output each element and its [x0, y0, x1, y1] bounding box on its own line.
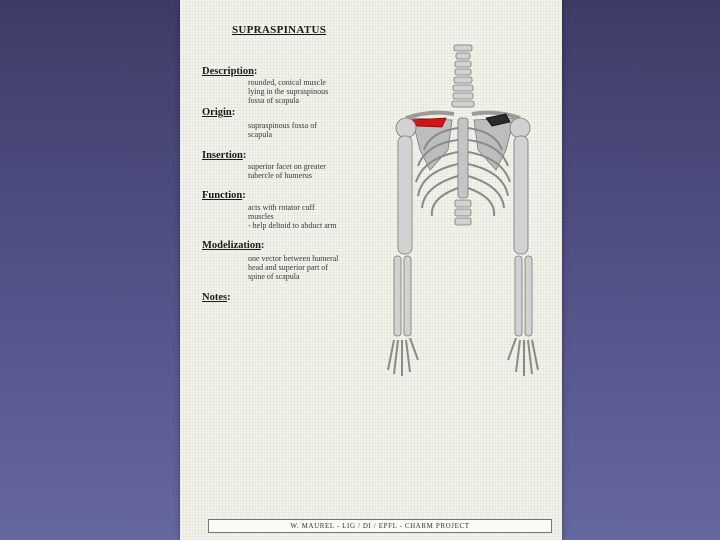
label-description-text: Description: [202, 66, 254, 77]
label-insertion: Insertion:: [202, 150, 247, 161]
label-origin-text: Origin: [202, 107, 232, 118]
sternum: [458, 118, 468, 198]
right-humeral-head: [510, 118, 530, 138]
skeleton-illustration: [180, 0, 562, 540]
footer-credit: W. MAUREL - LIG / DI / EPFL - CHARM PROJECT: [290, 522, 470, 530]
right-humerus: [514, 136, 528, 254]
label-modelization: Modelization:: [202, 240, 265, 251]
label-notes-text: Notes: [202, 292, 228, 303]
right-forearm: [515, 256, 532, 336]
text-function: acts with rotator cuff muscles - help deltoid to abduct arm: [248, 203, 337, 230]
thoracic-vertebrae: [455, 200, 471, 225]
right-hand: [508, 338, 538, 376]
document-page: [180, 0, 562, 540]
left-humerus: [398, 136, 412, 254]
text-description: rounded, conical muscle lying in the supraspinous fossa of scapula: [248, 78, 329, 105]
label-description: Description:: [202, 66, 258, 77]
label-function-text: Function: [202, 190, 243, 201]
footer-box: [208, 519, 552, 533]
label-insertion-text: Insertion: [202, 150, 243, 161]
text-insertion: superior facet on greater tubercle of humerus: [248, 162, 326, 180]
left-hand: [388, 338, 418, 376]
label-function: Function:: [202, 190, 246, 201]
cervical-vertebrae: [452, 45, 474, 107]
text-origin: supraspinous fossa of scapula: [248, 121, 317, 139]
left-humeral-head: [396, 118, 416, 138]
text-modelization: one vector between humeral head and superior part of spine of scapula: [248, 254, 339, 281]
left-clavicle: [406, 113, 454, 118]
label-origin: Origin:: [202, 107, 236, 118]
left-forearm: [394, 256, 411, 336]
label-modelization-text: Modelization: [202, 240, 261, 251]
label-notes: Notes:: [202, 292, 231, 303]
page-title: SUPRASPINATUS: [232, 24, 327, 36]
